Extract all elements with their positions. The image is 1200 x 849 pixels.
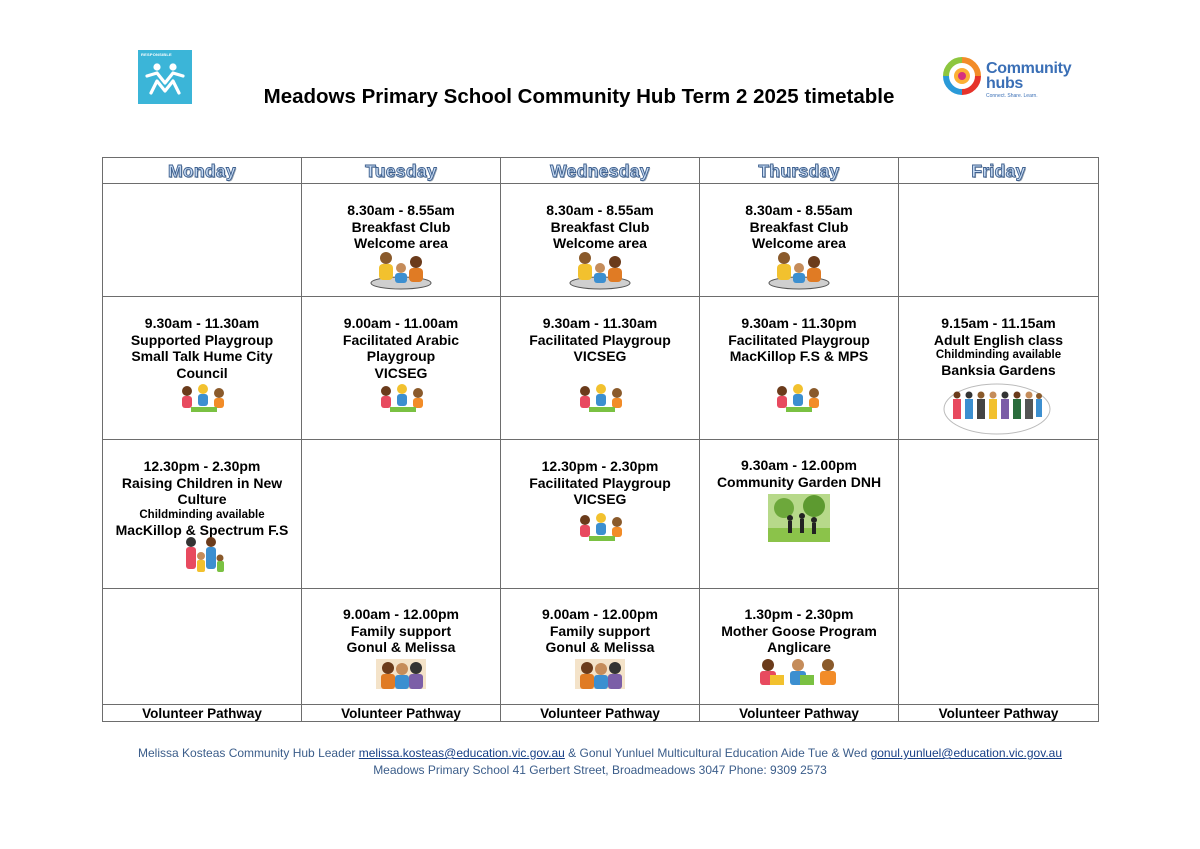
hub-logo-line2: hubs (986, 75, 1024, 92)
session-name: Family support (549, 622, 651, 639)
session-name: Culture (177, 491, 227, 507)
day-header-monday (103, 158, 302, 184)
playgroup-icon (376, 383, 428, 415)
session-cell (501, 440, 700, 589)
timetable-row-early (103, 184, 1099, 297)
timetable-row-late (103, 589, 1099, 705)
email-link-gonul[interactable]: gonul.yunluel@education.vic.gov.au (870, 746, 1062, 760)
empty-cell (103, 184, 302, 297)
day-header-tuesday (302, 158, 501, 184)
playgroup-icon (575, 383, 627, 415)
volunteer-pathway-label: Volunteer Pathway (899, 705, 1099, 722)
session-time: 9.15am - 11.15am (941, 315, 1056, 331)
session-cell (700, 297, 899, 440)
session-time: 9.30am - 11.30pm (741, 315, 857, 331)
session-location: Welcome area (752, 235, 846, 251)
session-name: Supported Playgroup (130, 331, 274, 348)
session-name: Mother Goose Program (721, 622, 877, 639)
footer-leader-text: Melissa Kosteas Community Hub Leader (138, 746, 359, 760)
session-time: 1.30pm - 2.30pm (744, 606, 854, 622)
session-name: Community Garden DNH (716, 473, 882, 490)
day-header-thursday (700, 158, 899, 184)
footer-contacts (0, 746, 1200, 760)
empty-cell (302, 440, 501, 589)
session-time: 8.30am - 8.55am (745, 202, 853, 218)
reading-icon (756, 657, 842, 689)
session-cell (103, 440, 302, 589)
volunteer-pathway-label: Volunteer Pathway (700, 705, 899, 722)
playgroup-icon (772, 383, 824, 415)
breakfast-icon (366, 250, 436, 290)
playgroup-icon (177, 383, 229, 415)
day-label: Tuesday (365, 161, 437, 181)
hub-logo-line1: Community (986, 60, 1072, 77)
session-cell (302, 297, 501, 440)
session-time: 9.00am - 12.00pm (343, 606, 459, 622)
volunteer-pathway-label: Volunteer Pathway (501, 705, 700, 722)
support-icon (376, 659, 426, 689)
day-label: Monday (168, 161, 236, 181)
session-cell (899, 297, 1099, 440)
support-icon (575, 659, 625, 689)
day-label: Friday (971, 161, 1026, 181)
session-provider: Anglicare (767, 639, 831, 655)
playgroup-icon (575, 512, 627, 544)
session-name: Facilitated Playgroup (529, 331, 671, 348)
session-name: Breakfast Club (550, 218, 650, 235)
session-time: 12.30pm - 2.30pm (143, 458, 261, 474)
session-note: Childminding available (139, 508, 265, 521)
timetable (102, 157, 1099, 722)
session-provider: Banksia Gardens (941, 362, 1056, 378)
session-cell (700, 440, 899, 589)
session-cell (501, 184, 700, 297)
session-provider: VICSEG (573, 491, 627, 507)
empty-cell (103, 589, 302, 705)
session-cell (700, 589, 899, 705)
session-cell (302, 589, 501, 705)
logo-side-text: RESPONSIBLE (141, 52, 172, 57)
footer-address: Meadows Primary School 41 Gerbert Street, Broadmeadows 3047 Phone: 9309 2573 (373, 763, 827, 777)
session-provider: MacKillop F.S & MPS (729, 348, 869, 364)
session-time: 8.30am - 8.55am (546, 202, 654, 218)
session-name: Family support (350, 622, 452, 639)
breakfast-icon (764, 250, 834, 290)
empty-cell (899, 184, 1099, 297)
session-staff: Gonul & Melissa (545, 639, 655, 655)
session-cell (302, 184, 501, 297)
day-label: Thursday (758, 161, 840, 181)
timetable-row-afternoon (103, 440, 1099, 589)
session-provider: Small Talk Hume City (131, 348, 273, 364)
session-time: 9.30am - 11.30am (144, 315, 260, 331)
session-time: 8.30am - 8.55am (347, 202, 455, 218)
volunteer-pathway-label: Volunteer Pathway (302, 705, 501, 722)
session-name: Facilitated Playgroup (728, 331, 870, 348)
session-cell (700, 184, 899, 297)
session-cell (501, 297, 700, 440)
session-name: Adult English class (933, 331, 1064, 348)
day-header-friday (899, 158, 1099, 184)
session-name: Facilitated Playgroup (529, 474, 671, 491)
garden-icon (768, 494, 830, 542)
session-time: 12.30pm - 2.30pm (541, 458, 659, 474)
session-provider: VICSEG (573, 348, 627, 364)
session-time: 9.30am - 12.00pm (741, 457, 857, 473)
hub-logo-tagline: Connect. Share. Learn. (986, 93, 1038, 99)
family-icon (179, 536, 225, 576)
session-name: Raising Children in New (121, 474, 283, 491)
email-link-melissa[interactable]: melissa.kosteas@education.vic.gov.au (358, 746, 565, 760)
empty-cell (899, 589, 1099, 705)
footer-aide-text: & Gonul Yunluel Multicultural Education Aide Tue & Wed (564, 746, 871, 760)
session-cell (103, 297, 302, 440)
session-time: 9.00am - 12.00pm (542, 606, 658, 622)
breakfast-icon (565, 250, 635, 290)
adults-group-icon (943, 383, 1051, 435)
session-location: Welcome area (354, 235, 448, 251)
session-note: Childminding available (935, 349, 1062, 361)
session-time: 9.30am - 11.30am (542, 315, 658, 331)
page-title: Meadows Primary School Community Hub Term 2 2025 timetable (263, 85, 895, 108)
session-time: 9.00am - 11.00am (343, 315, 459, 331)
session-name: Playgroup (366, 348, 436, 364)
volunteer-row (103, 705, 1099, 722)
timetable-row-morning (103, 297, 1099, 440)
session-provider: MacKillop & Spectrum F.S (115, 521, 289, 538)
session-staff: Gonul & Melissa (346, 639, 456, 655)
session-name: Breakfast Club (749, 218, 849, 235)
session-name: Facilitated Arabic (342, 331, 460, 348)
day-header-wednesday (501, 158, 700, 184)
session-provider: Council (176, 364, 228, 381)
empty-cell (899, 440, 1099, 589)
session-name: Breakfast Club (351, 218, 451, 235)
volunteer-pathway-label: Volunteer Pathway (103, 705, 302, 722)
session-provider: VICSEG (374, 364, 428, 381)
session-location: Welcome area (553, 235, 647, 251)
day-header-row (103, 158, 1099, 184)
day-label: Wednesday (550, 161, 650, 181)
session-cell (501, 589, 700, 705)
